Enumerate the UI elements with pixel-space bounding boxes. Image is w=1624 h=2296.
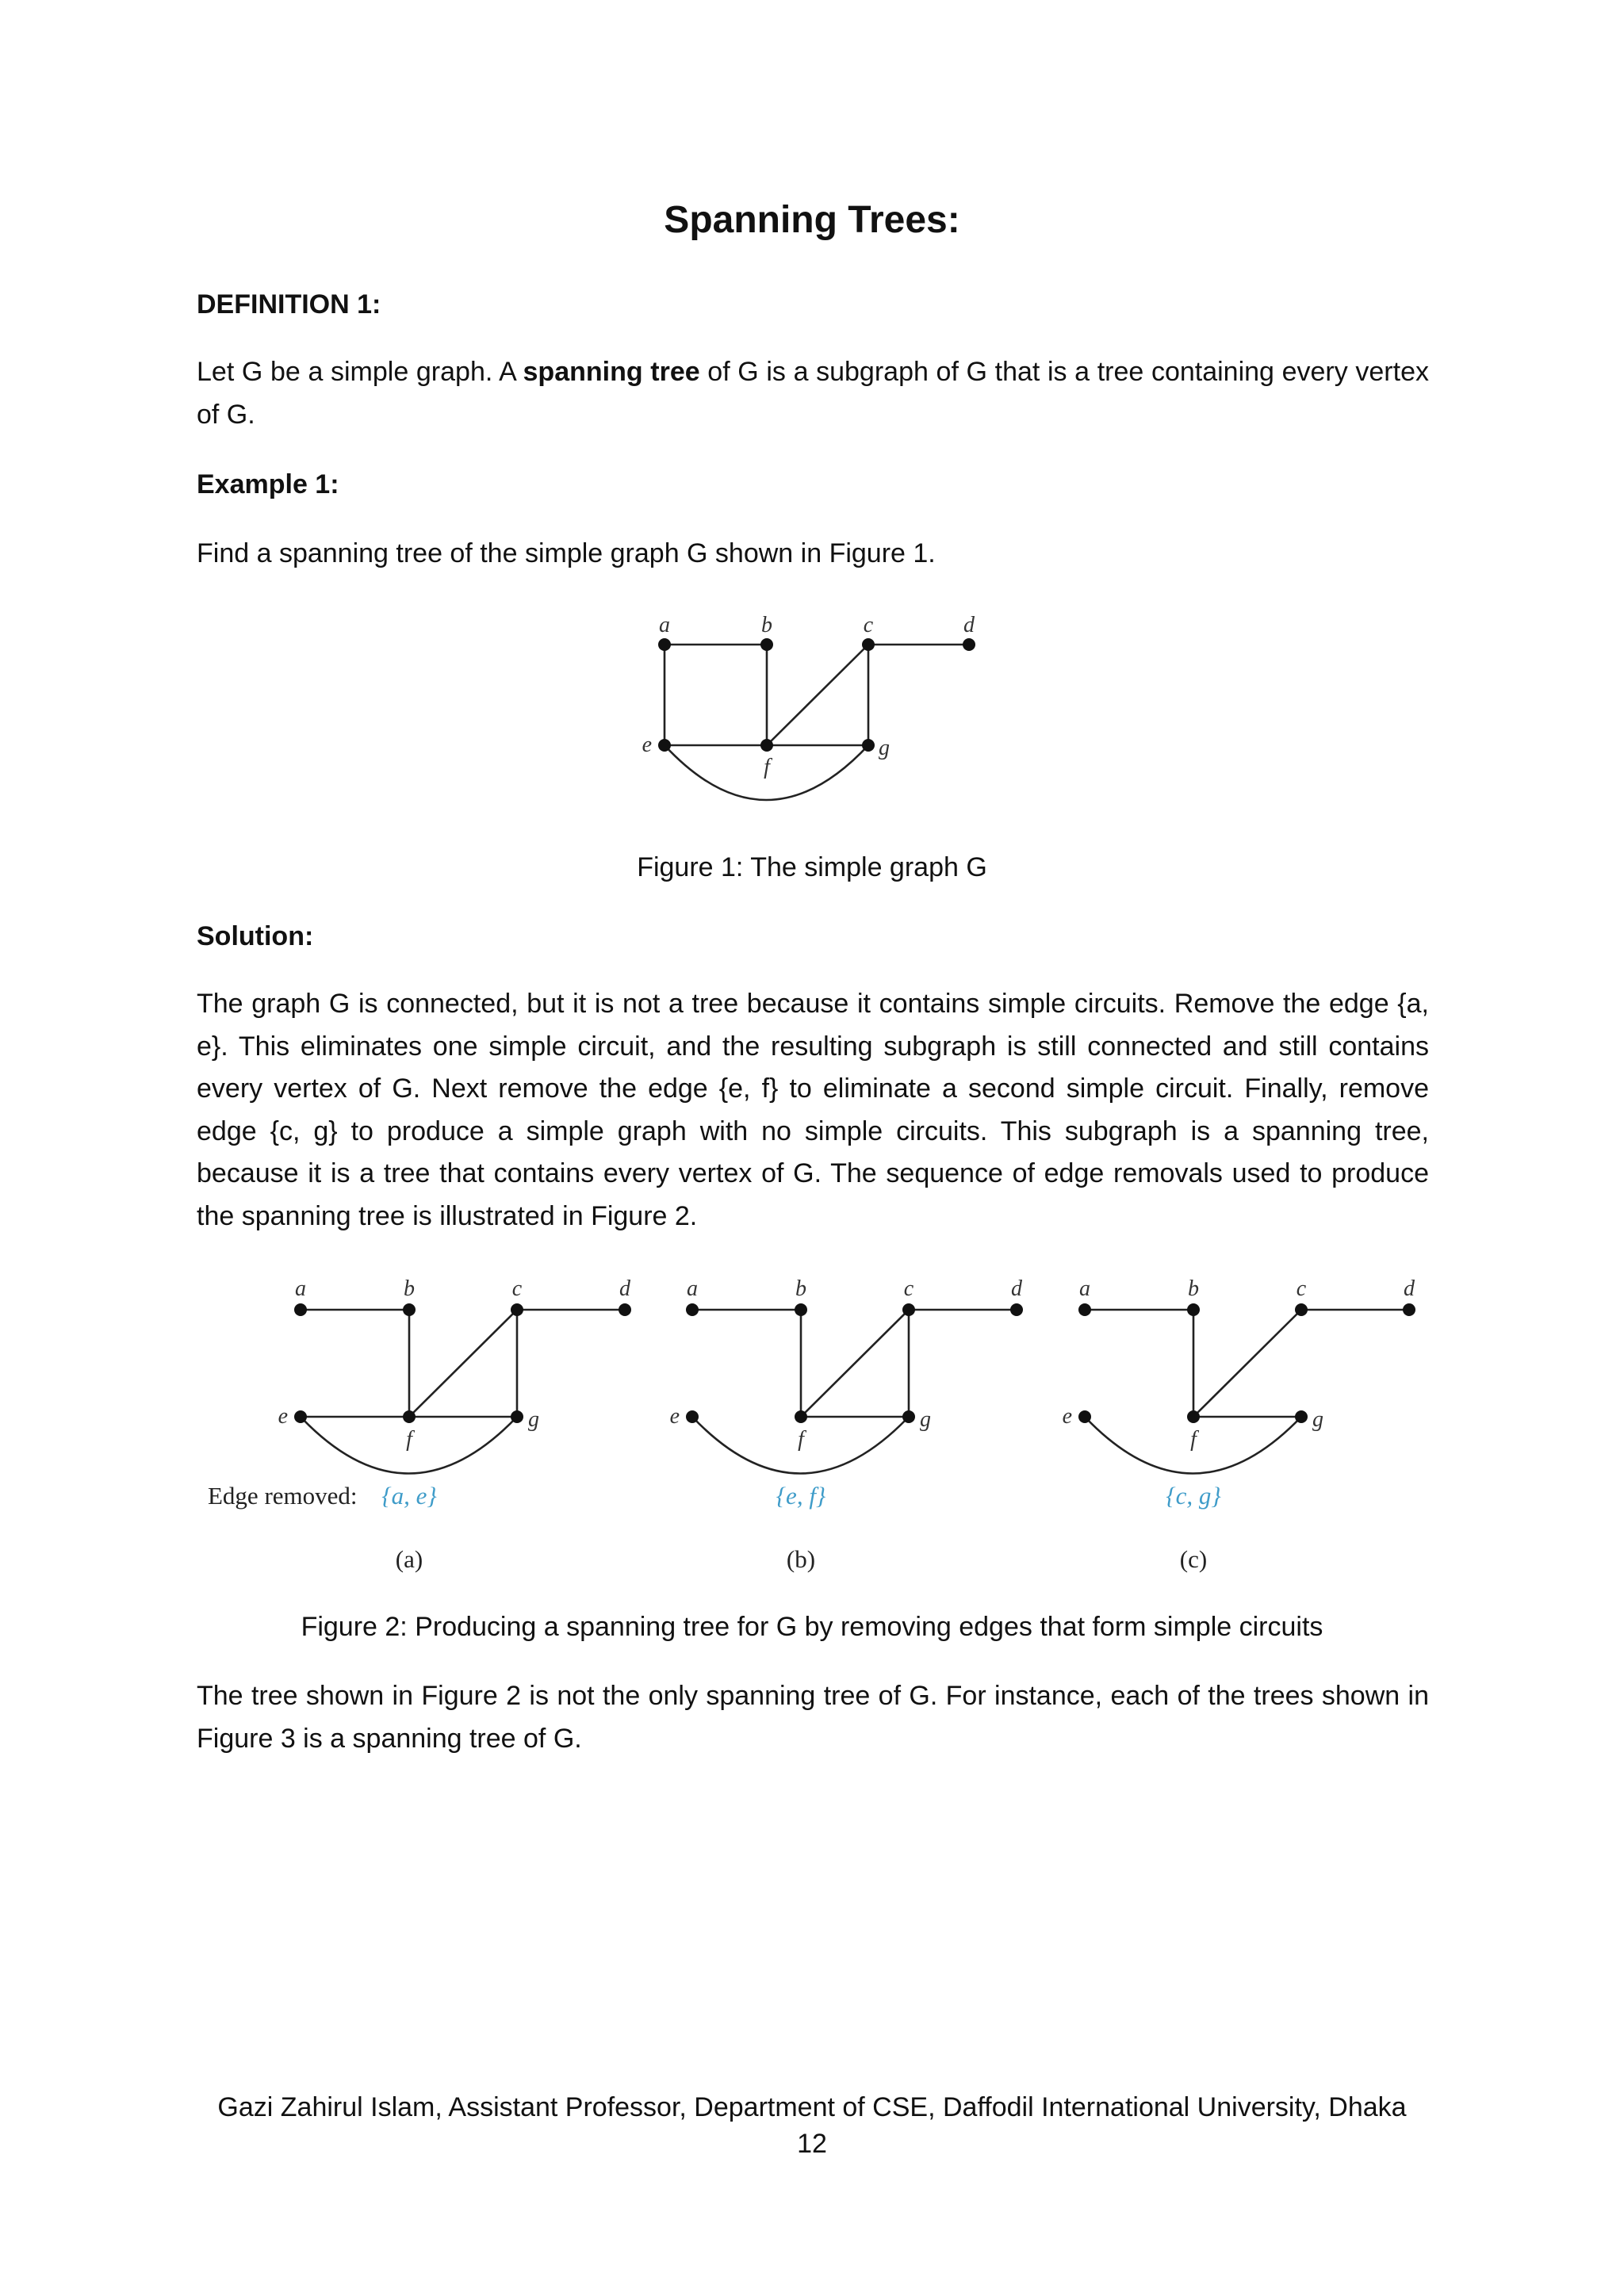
figure-1-graph — [626, 603, 999, 809]
spanning-tree-term: spanning tree — [523, 357, 700, 387]
page-title: Spanning Trees: — [664, 199, 960, 241]
edge-removed-label: Edge removed: — [208, 1482, 358, 1510]
panel-c-removed-edge: {c, g} — [1166, 1482, 1221, 1510]
panel-b-label-f: f — [798, 1427, 804, 1452]
example-prompt: Find a spanning tree of the simple graph G shown in Figure 1. — [197, 538, 936, 568]
panel-c-label-g: g — [1312, 1407, 1323, 1432]
panel-b-id: (b) — [786, 1545, 816, 1573]
panel-b-label-c: c — [903, 1276, 914, 1301]
vertex-label-d: d — [963, 613, 975, 637]
panel-c-label-e: e — [1062, 1404, 1072, 1429]
vertex-label-f: f — [764, 755, 770, 779]
definition-text — [197, 351, 1429, 436]
example-heading: Example 1: — [197, 469, 339, 499]
panel-a-label-e: e — [278, 1404, 288, 1429]
panel-a-label-f: f — [406, 1427, 412, 1452]
panel-c-label-a: a — [1079, 1276, 1090, 1301]
definition-text-before: Let G be a simple graph. A — [197, 357, 523, 387]
panel-b-label-e: e — [669, 1404, 680, 1429]
solution-text: The graph G is connected, but it is not a tree because it contains simple circuits. Remove the edge {a, e}. This eliminates one simple circuit, and the resulting subgraph is still connected and still contains every vertex of G. Next remove the edge {e, f} to eliminate a second simple circuit. Finally, remove edge {c, g} to produce a simple graph with no simple circuits. This subgraph is a spanning tree, because it is a tree that contains every vertex of G. The sequence of edge removals used to produce the spanning tree is illustrated in Figure 2. — [197, 989, 1429, 1231]
panel-a-label-d: d — [619, 1276, 630, 1301]
vertex-label-c: c — [863, 613, 874, 637]
closing-text: The tree shown in Figure 2 is not the only spanning tree of G. For instance, each of the trees shown in Figure 3 is a spanning tree of G. — [197, 1681, 1429, 1754]
vertex-label-e: e — [642, 733, 652, 757]
definition-heading: DEFINITION 1: — [197, 289, 381, 320]
panel-a-label-c: c — [511, 1276, 523, 1301]
panel-b-removed-edge: {e, f} — [776, 1482, 826, 1510]
panel-c-label-c: c — [1296, 1276, 1307, 1301]
panel-b-label-a: a — [687, 1276, 698, 1301]
footer-author: Gazi Zahirul Islam, Assistant Professor, Department of CSE, Daffodil International University, Dhaka — [217, 2092, 1407, 2122]
panel-a-label-b: b — [404, 1276, 415, 1301]
panel-c-id: (c) — [1179, 1545, 1208, 1573]
figure-1-edges — [665, 645, 969, 800]
panel-a-removed-edge: {a, e} — [381, 1482, 437, 1510]
panel-c-label-b: b — [1188, 1276, 1199, 1301]
vertex-label-b: b — [761, 613, 772, 637]
figure-2-panel-b — [670, 1276, 1023, 1573]
panel-b-label-d: d — [1011, 1276, 1022, 1301]
panel-b-label-b: b — [795, 1276, 806, 1301]
vertex-label-a: a — [659, 613, 670, 637]
panel-a-label-g: g — [528, 1407, 539, 1432]
figure-2-panel-a — [208, 1276, 631, 1573]
panel-c-label-d: d — [1404, 1276, 1415, 1301]
vertex-label-g: g — [879, 736, 890, 760]
solution-heading: Solution: — [197, 921, 314, 951]
page-number: 12 — [797, 2129, 827, 2159]
page-footer — [0, 2089, 1624, 2162]
panel-c-label-f: f — [1190, 1427, 1197, 1452]
panel-a-id: (a) — [395, 1545, 423, 1573]
panel-b-label-g: g — [920, 1407, 931, 1432]
figure-2-panels — [190, 1253, 1443, 1586]
definition-text-after: of G is a subgraph of G that is a tree containing every vertex of G. — [197, 357, 1429, 430]
panel-a-label-a: a — [295, 1276, 306, 1301]
figure-1-caption: Figure 1: The simple graph G — [637, 852, 987, 882]
figure-2-panel-c — [1063, 1276, 1415, 1573]
figure-2-caption: Figure 2: Producing a spanning tree for G by removing edges that form simple circuits — [301, 1612, 1323, 1642]
